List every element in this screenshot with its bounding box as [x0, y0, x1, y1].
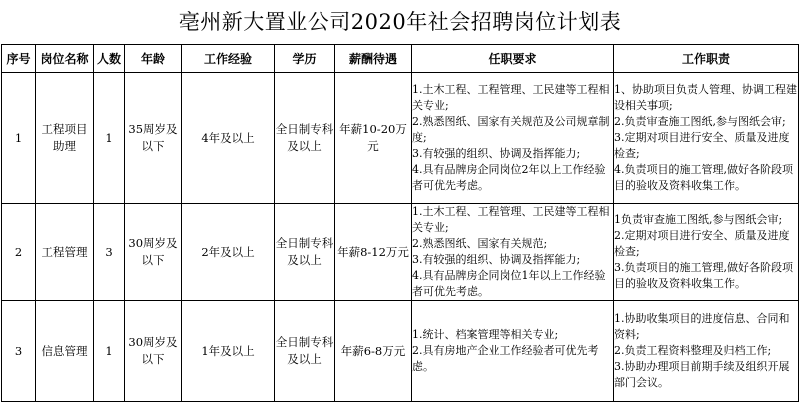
cell-salary: 年薪6-8万元 — [335, 301, 412, 402]
table-row — [2, 301, 799, 402]
cell-duties — [614, 204, 799, 301]
header-no: 序号 — [2, 45, 36, 73]
cell-position: 工程项目助理 — [36, 73, 94, 204]
requirement-item: 2.熟悉图纸、国家有关规范; — [412, 237, 548, 250]
requirement-item: 3.有较强的组织、协调及指挥能力; — [412, 147, 581, 160]
header-requirements: 任职要求 — [412, 45, 614, 73]
requirement-item: 1.土木工程、工程管理、工民建等工程相关专业; — [412, 83, 610, 112]
cell-count: 3 — [94, 204, 125, 301]
duty-item: 2.定期对项目进行安全、质量及进度检查; — [614, 229, 790, 258]
header-age: 年龄 — [125, 45, 182, 73]
document-title: 亳州新大置业公司2020年社会招聘岗位计划表 — [178, 10, 622, 34]
table-row — [2, 73, 799, 204]
header-education: 学历 — [275, 45, 335, 73]
cell-experience: 1年及以上 — [182, 301, 275, 402]
cell-salary: 年薪10-20万元 — [335, 73, 412, 204]
duty-item: 3.负责项目的施工管理,做好各阶段项目的验收及资料收集工作。 — [614, 261, 793, 290]
cell-no: 3 — [2, 301, 36, 402]
cell-duties — [614, 73, 799, 204]
header-row — [2, 45, 799, 73]
table-row — [2, 204, 799, 301]
duty-item: 3.协助办理项目前期手续及组织开展部门会议。 — [614, 360, 790, 389]
duty-item: 1.协助收集项目的进度信息、合同和资料; — [614, 312, 790, 341]
duty-item: 1负责审查施工图纸,参与图纸会审; — [614, 213, 783, 226]
requirement-item: 2.具有房地产企业工作经验者可优先考虑。 — [412, 344, 599, 373]
cell-count: 1 — [94, 73, 125, 204]
duty-item: 1、协助项目负责人管理、协调工程建设相关事项; — [614, 83, 797, 112]
duty-item: 2.负责工程资料整理及归档工作; — [614, 344, 772, 357]
cell-requirements — [412, 73, 614, 204]
duty-item: 3.定期对项目进行安全、质量及进度检查; — [614, 131, 790, 160]
cell-position: 信息管理 — [36, 301, 94, 402]
requirement-item: 3.有较强的组织、协调及指挥能力; — [412, 253, 581, 266]
cell-age: 35周岁及以下 — [125, 73, 182, 204]
requirement-item: 4.具有品牌房企同岗位1年以上工作经验者可优先考虑。 — [412, 269, 606, 298]
cell-education: 全日制专科及以上 — [275, 301, 335, 402]
requirement-item: 1.统计、档案管理等相关专业; — [412, 328, 559, 341]
header-count: 人数 — [94, 45, 125, 73]
recruitment-plan-table — [1, 44, 799, 402]
header-duties: 工作职责 — [614, 45, 799, 73]
cell-no: 1 — [2, 73, 36, 204]
cell-experience: 2年及以上 — [182, 204, 275, 301]
cell-count: 1 — [94, 301, 125, 402]
cell-requirements — [412, 301, 614, 402]
duty-item: 2.负责审查施工图纸,参与图纸会审; — [614, 115, 786, 128]
cell-requirements — [412, 204, 614, 301]
requirement-item: 4.具有品牌房企同岗位2年以上工作经验者可优先考虑。 — [412, 163, 606, 192]
cell-education: 全日制专科及以上 — [275, 73, 335, 204]
header-position: 岗位名称 — [36, 45, 94, 73]
header-experience: 工作经验 — [182, 45, 275, 73]
cell-position: 工程管理 — [36, 204, 94, 301]
duty-item: 4.负责项目的施工管理,做好各阶段项目的验收及资料收集工作。 — [614, 163, 793, 192]
cell-salary: 年薪8-12万元 — [335, 204, 412, 301]
requirement-item: 2.熟悉图纸、国家有关规范及公司规章制度; — [412, 115, 610, 144]
cell-duties — [614, 301, 799, 402]
cell-age: 30周岁及以下 — [125, 301, 182, 402]
cell-education: 全日制专科及以上 — [275, 204, 335, 301]
cell-age: 30周岁及以下 — [125, 204, 182, 301]
cell-no: 2 — [2, 204, 36, 301]
requirement-item: 1.土木工程、工程管理、工民建等工程相关专业; — [412, 205, 610, 234]
cell-experience: 4年及以上 — [182, 73, 275, 204]
header-salary: 薪酬待遇 — [335, 45, 412, 73]
